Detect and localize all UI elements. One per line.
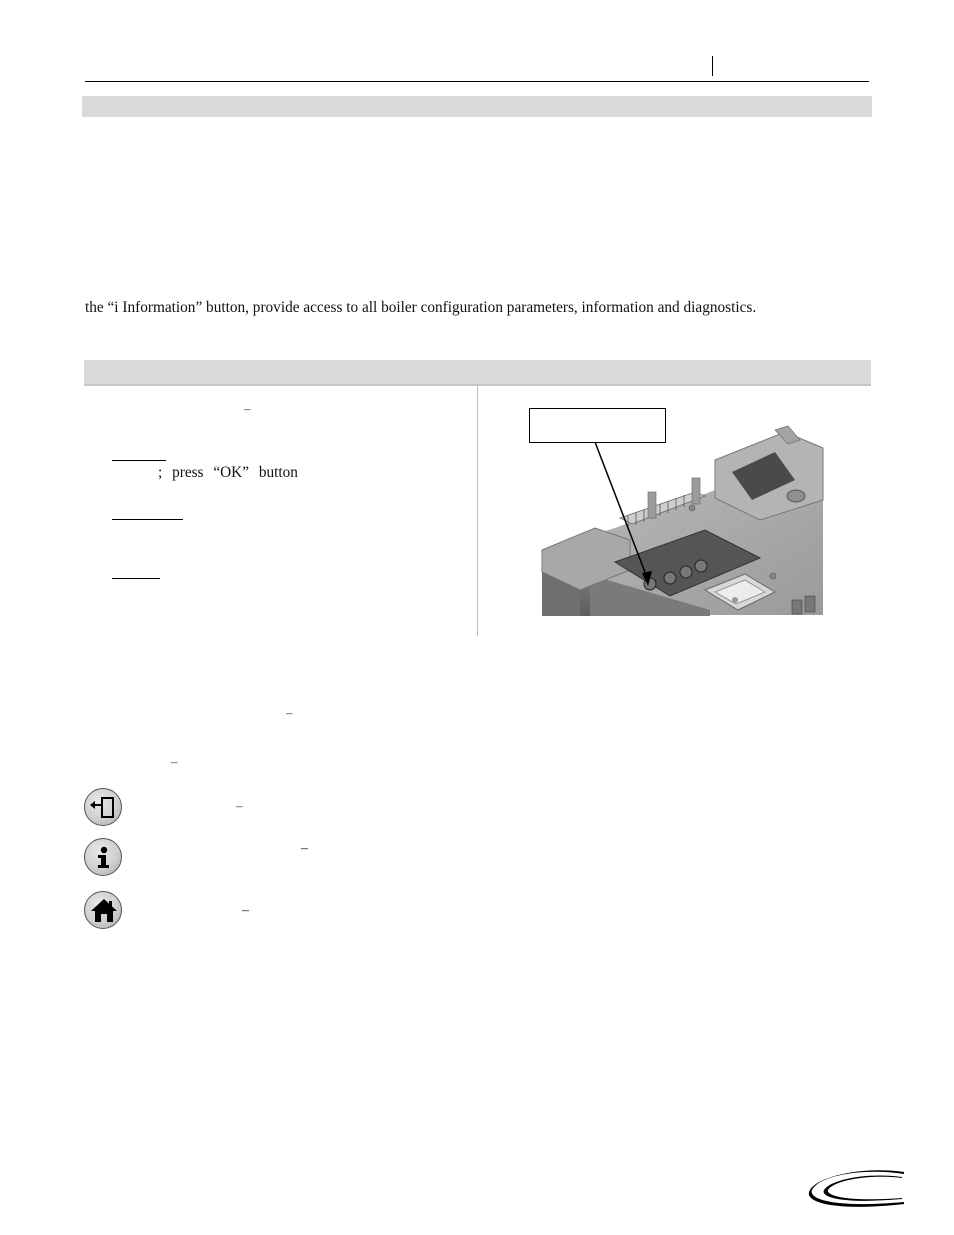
dash-mark: – — [301, 841, 308, 856]
home-icon — [84, 891, 122, 929]
step-underline — [112, 519, 183, 520]
callout-label-box — [529, 408, 666, 443]
press-ok-instruction: ; press “OK” button — [158, 464, 298, 481]
column-divider — [477, 386, 478, 636]
step-underline — [112, 578, 160, 579]
information-icon — [84, 838, 122, 876]
step-underline — [112, 460, 166, 461]
dash-mark: – — [236, 798, 243, 813]
dash-mark: – — [242, 903, 249, 918]
header-rule — [85, 81, 869, 82]
dash-mark: – — [286, 705, 293, 720]
dash-mark: – — [171, 754, 178, 769]
company-logo-icon — [808, 1168, 908, 1210]
subsection-heading-band — [84, 360, 871, 386]
header-separator-tick — [712, 56, 713, 76]
intro-paragraph: the “i Information” button, provide access to all boiler configuration parameters, information and diagnostics. — [85, 299, 757, 316]
dash-mark: – — [244, 401, 251, 416]
section-heading-band — [82, 96, 872, 117]
back-icon — [84, 788, 122, 826]
callout-leader-line — [590, 440, 660, 590]
